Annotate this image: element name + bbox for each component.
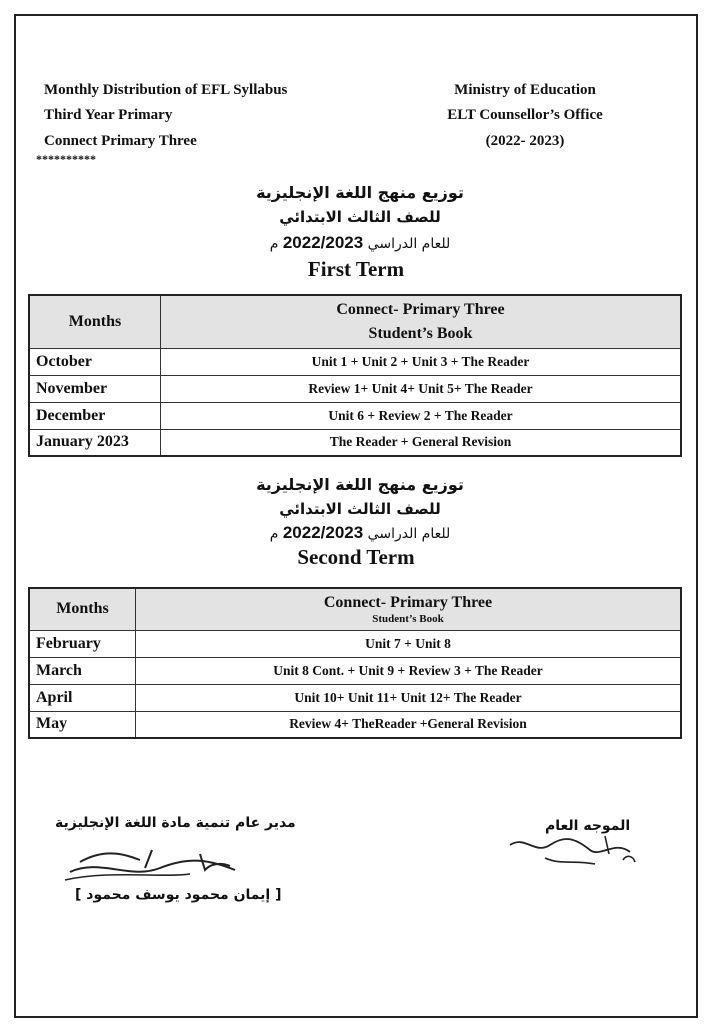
book-header-title: Connect- Primary Three (336, 300, 505, 318)
table-row (29, 630, 681, 657)
header-year: (2022- 2023) (485, 133, 565, 149)
content-cell: Unit 6 + Review 2 + The Reader (161, 402, 682, 429)
book-header-subtitle: Student’s Book (372, 612, 444, 625)
month-cell: October (29, 348, 161, 375)
book-header (136, 588, 682, 630)
content-cell: Review 4+ TheReader +General Revision (136, 711, 682, 738)
header-ministry: Ministry of Education (454, 82, 596, 98)
table-row (29, 429, 681, 456)
table-row (29, 684, 681, 711)
second-term-title: Second Term (297, 545, 415, 569)
month-cell: January 2023 (29, 429, 161, 456)
right-handwritten-signature (505, 830, 640, 870)
header-syllabus-title: Monthly Distribution of EFL Syllabus (44, 82, 288, 98)
months-header: Months (29, 588, 136, 630)
table-row (29, 348, 681, 375)
second-term-arabic-year-line (0, 523, 720, 543)
second-term-arabic-title: توزيع منهج اللغة الإنجليزية (256, 475, 464, 494)
table-row (29, 657, 681, 684)
first-term-arabic-grade: للصف الثالث الابتدائي (279, 208, 441, 226)
second-term-table (28, 587, 682, 739)
month-cell: May (29, 711, 136, 738)
month-cell: February (29, 630, 136, 657)
first-term-arabic-year-line (0, 233, 720, 253)
left-signatory-name: [ إيمان محمود يوسف محمود ] (75, 887, 282, 903)
first-term-year-prefix: للعام الدراسي (367, 236, 451, 252)
table-row (29, 375, 681, 402)
table-row (29, 711, 681, 738)
month-cell: March (29, 657, 136, 684)
second-term-year-suffix: م (269, 526, 279, 542)
months-header: Months (29, 295, 161, 348)
content-cell: Unit 1 + Unit 2 + Unit 3 + The Reader (161, 348, 682, 375)
month-cell: April (29, 684, 136, 711)
book-header-title: Connect- Primary Three (323, 593, 493, 611)
second-term-year: 2022/2023 (282, 523, 364, 542)
book-header (161, 295, 682, 348)
first-term-title: First Term (307, 257, 405, 281)
book-header-subtitle: Student’s Book (368, 324, 473, 342)
first-term-year: 2022/2023 (282, 233, 364, 252)
content-cell: The Reader + General Revision (161, 429, 682, 456)
right-signatory-title: الموجه العام (545, 818, 631, 834)
table-row (29, 402, 681, 429)
month-cell: December (29, 402, 161, 429)
table-header-row (29, 588, 681, 630)
header-office: ELT Counsellor’s Office (447, 107, 603, 123)
header-separator: ********** (36, 152, 96, 166)
header-book: Connect Primary Three (44, 133, 197, 149)
header-grade: Third Year Primary (44, 107, 173, 123)
content-cell: Unit 10+ Unit 11+ Unit 12+ The Reader (136, 684, 682, 711)
first-term-table (28, 294, 682, 457)
table-header-row (29, 295, 681, 348)
second-term-arabic-grade: للصف الثالث الابتدائي (279, 500, 441, 518)
content-cell: Review 1+ Unit 4+ Unit 5+ The Reader (161, 375, 682, 402)
first-term-arabic-title: توزيع منهج اللغة الإنجليزية (256, 183, 464, 202)
left-signatory-title: مدير عام تنمية مادة اللغة الإنجليزية (55, 815, 296, 831)
left-handwritten-signature (60, 840, 260, 885)
month-cell: November (29, 375, 161, 402)
second-term-year-prefix: للعام الدراسي (367, 526, 451, 542)
content-cell: Unit 7 + Unit 8 (136, 630, 682, 657)
first-term-year-suffix: م (269, 236, 279, 252)
content-cell: Unit 8 Cont. + Unit 9 + Review 3 + The Reader (136, 657, 682, 684)
